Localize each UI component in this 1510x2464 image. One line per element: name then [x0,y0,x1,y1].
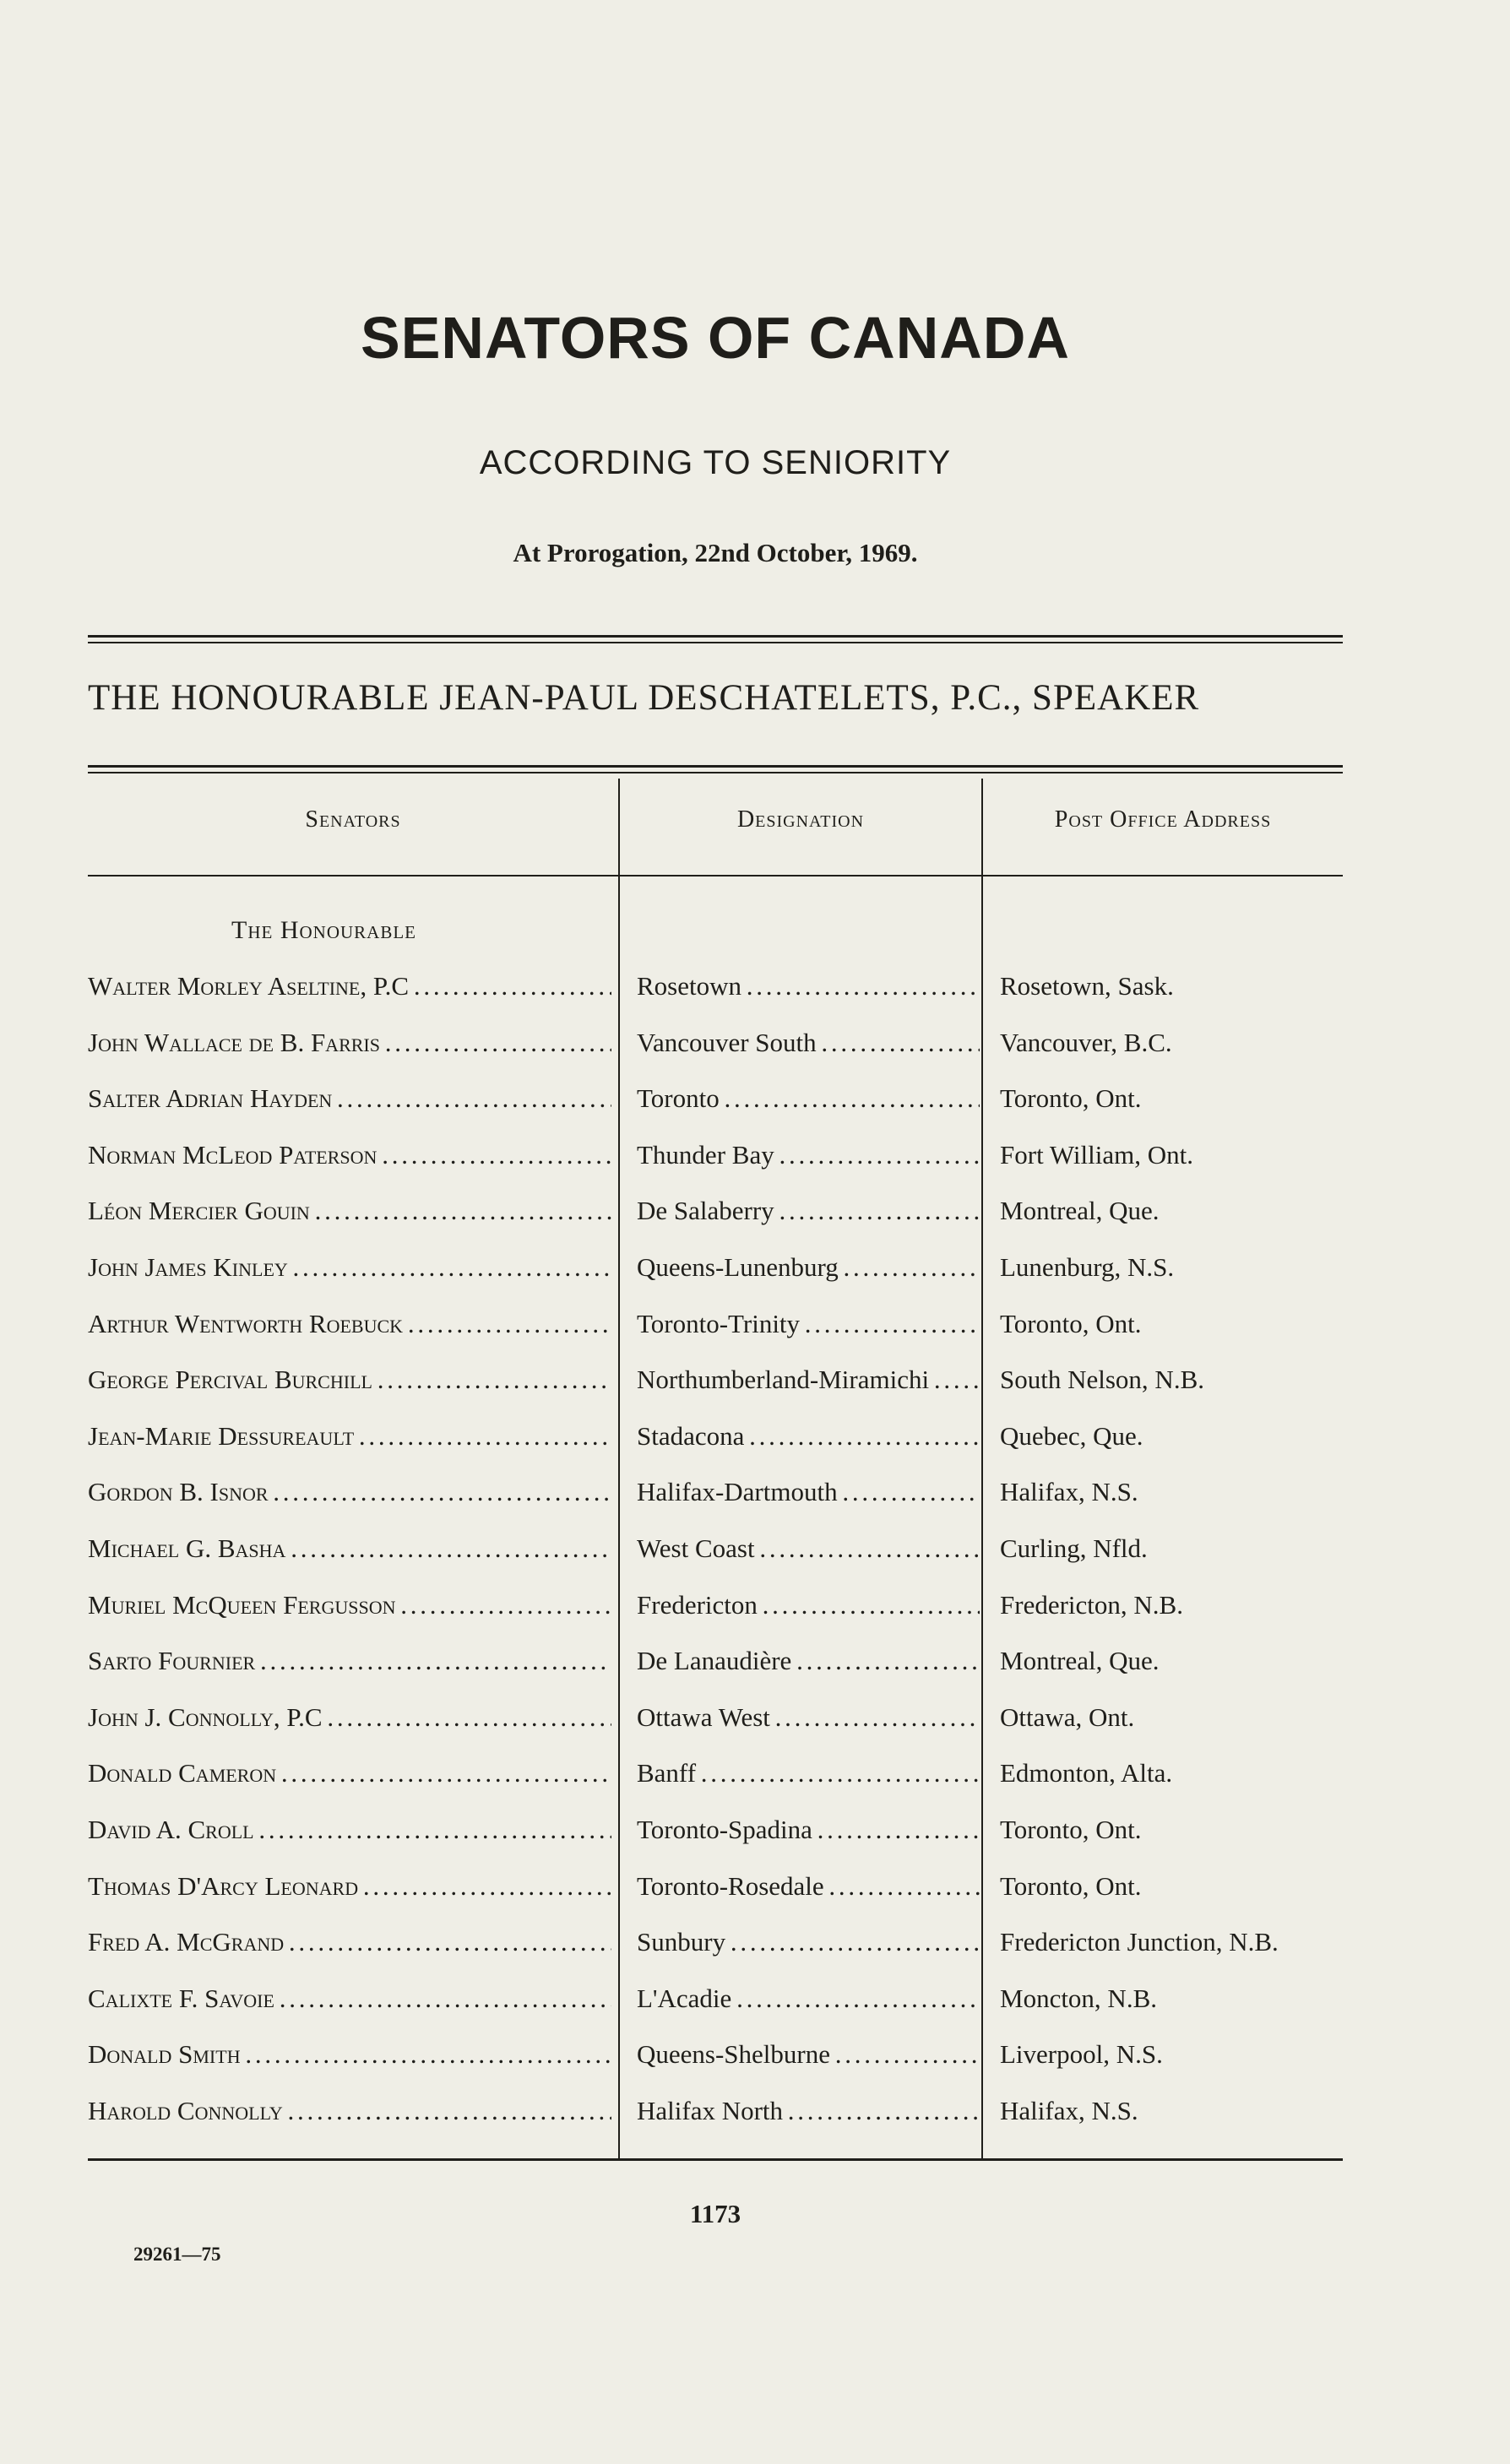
address-cell: Montreal, Que. [1000,1646,1160,1676]
address-cell: Fort William, Ont. [1000,1139,1193,1170]
table-row [88,1421,1343,1477]
address-cell: Fredericton Junction, N.B. [1000,1927,1279,1957]
senator-name: Muriel McQueen Fergusson . . . [88,1590,611,1620]
top-rule-upper [88,635,1343,638]
designation-cell: Sunbury . . . [637,1927,980,1957]
table-row [88,971,1343,1027]
table-row [88,1028,1343,1083]
senator-name: Walter Morley Aseltine, P.C . . . [88,971,611,1001]
address-cell: Rosetown, Sask. [1000,971,1174,1001]
designation-cell: De Salaberry . . . [637,1196,980,1226]
designation-cell: Ottawa West . . . [637,1702,980,1733]
table-row [88,1083,1343,1139]
address-cell: Quebec, Que. [1000,1420,1143,1451]
senator-name: George Percival Burchill . . . [88,1365,611,1395]
table-row [88,1927,1343,1983]
designation-cell: Vancouver South . . . [637,1028,980,1058]
designation-cell: Thunder Bay . . . [637,1140,980,1170]
senator-name: Arthur Wentworth Roebuck . . . [88,1309,611,1339]
page-subtitle: ACCORDING TO SENIORITY [479,444,952,481]
senator-name: Calixte F. Savoie . . . [88,1984,611,2014]
designation-cell: Northumberland-Miramichi . . . [637,1365,980,1395]
senator-name: Léon Mercier Gouin . . . [88,1196,611,1226]
designation-cell: Banff . . . [637,1758,980,1788]
header-rule [88,875,1343,877]
speaker-line: THE HONOURABLE JEAN-PAUL DESCHATELETS, P.C., SPEAKER [88,678,1200,718]
table-row [88,1533,1343,1589]
senator-name: John James Kinley . . . [88,1252,611,1283]
senator-name: Salter Adrian Hayden . . . [88,1083,611,1114]
designation-cell: Halifax-Dartmouth . . . [637,1477,980,1507]
printer-signature: 29261—75 [133,2244,221,2265]
address-cell: Lunenburg, N.S. [1000,1252,1175,1282]
designation-cell: Toronto-Rosedale . . . [637,1871,980,1902]
senator-name: Michael G. Basha . . . [88,1533,611,1564]
table-row [88,1252,1343,1308]
address-cell: Liverpool, N.S. [1000,2039,1163,2070]
address-cell: South Nelson, N.B. [1000,1365,1204,1395]
senator-name: Thomas D'Arcy Leonard . . . [88,1871,611,1902]
senator-name: Norman McLeod Paterson . . . [88,1140,611,1170]
address-cell: Toronto, Ont. [1000,1083,1142,1114]
senator-name: Donald Smith . . . [88,2039,611,2070]
address-cell: Curling, Nfld. [1000,1533,1148,1563]
bottom-rule [88,2158,1343,2161]
senator-name: David A. Croll . . . [88,1815,611,1845]
designation-cell: Toronto-Trinity . . . [637,1309,980,1339]
address-cell: Moncton, N.B. [1000,1983,1157,2013]
table-row [88,2096,1343,2152]
group-label: The Honourable [231,916,416,944]
designation-cell: Halifax North . . . [637,2096,980,2126]
senator-name: Donald Cameron . . . [88,1758,611,1788]
address-cell: Ottawa, Ont. [1000,1701,1135,1732]
designation-cell: Rosetown . . . [637,971,980,1001]
designation-cell: Fredericton . . . [637,1590,980,1620]
column-header-address: Post Office Address [1054,806,1272,833]
designation-cell: Queens-Lunenburg . . . [637,1252,980,1283]
table-rule-upper [88,765,1343,768]
table-row [88,2039,1343,2095]
dateline: At Prorogation, 22nd October, 1969. [513,538,918,567]
senator-name: Jean-Marie Dessureault . . . [88,1421,611,1452]
designation-cell: Toronto . . . [637,1083,980,1114]
designation-cell: West Coast . . . [637,1533,980,1564]
address-cell: Montreal, Que. [1000,1196,1160,1226]
senator-name: Sarto Fournier . . . [88,1646,611,1676]
table-rule-lower [88,772,1343,773]
table-row [88,1984,1343,2039]
page-title: SENATORS OF CANADA [361,305,1070,371]
address-cell: Fredericton, N.B. [1000,1589,1183,1620]
senator-name: Fred A. McGrand . . . [88,1927,611,1957]
table-row [88,1815,1343,1870]
senator-name: Harold Connolly . . . [88,2096,611,2126]
table-row [88,1196,1343,1251]
table-row [88,1309,1343,1365]
senator-name: Gordon B. Isnor . . . [88,1477,611,1507]
designation-cell: De Lanaudière . . . [637,1646,980,1676]
table-row [88,1477,1343,1533]
column-header-designation: Designation [736,806,865,833]
senator-name: John J. Connolly, P.C . . . [88,1702,611,1733]
table-row [88,1590,1343,1646]
table-row [88,1365,1343,1420]
designation-cell: Stadacona . . . [637,1421,980,1452]
top-rule-lower [88,642,1343,643]
address-cell: Halifax, N.S. [1000,2096,1138,2125]
designation-cell: Queens-Shelburne . . . [637,2039,980,2070]
table-row [88,1871,1343,1927]
address-cell: Edmonton, Alta. [1000,1758,1173,1788]
senator-name: John Wallace de B. Farris . . . [88,1028,611,1058]
column-header-senators: Senators [305,806,401,833]
table-row [88,1702,1343,1758]
designation-cell: Toronto-Spadina . . . [637,1815,980,1845]
page-number: 1173 [689,2199,741,2228]
table-row [88,1758,1343,1814]
table-row [88,1646,1343,1701]
address-cell: Vancouver, B.C. [1000,1027,1172,1057]
designation-cell: L'Acadie . . . [637,1984,980,2014]
address-cell: Halifax, N.S. [1000,1477,1138,1507]
document-page [88,0,1343,2464]
table-row [88,1140,1343,1196]
address-cell: Toronto, Ont. [1000,1308,1142,1338]
address-cell: Toronto, Ont. [1000,1870,1142,1901]
address-cell: Toronto, Ont. [1000,1815,1142,1844]
